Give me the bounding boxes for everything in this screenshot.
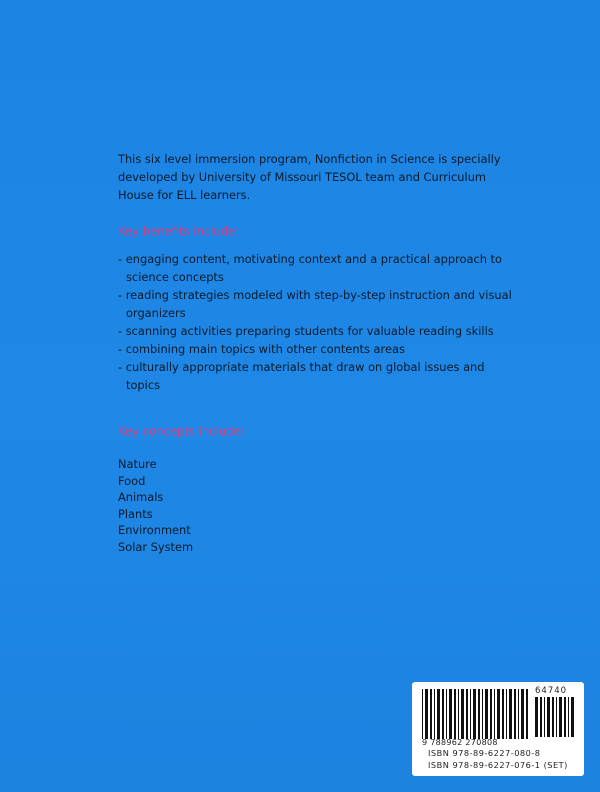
concept-item: Environment: [118, 523, 191, 537]
benefit-item: - scanning activities preparing students for valuable reading skills: [118, 324, 494, 338]
benefit-item: - combining main topics with other contents areas: [118, 342, 405, 356]
price-barcode-icon: [535, 697, 577, 737]
benefit-item: - engaging content, motivating context and a practical approach to science concepts: [118, 252, 502, 284]
concept-item: Nature: [118, 457, 157, 471]
price-code: 64740: [535, 686, 568, 696]
benefit-item: - culturally appropriate materials that draw on global issues and topics: [118, 360, 485, 392]
concepts-list: [118, 456, 193, 555]
isbn-barcode-icon: [422, 689, 532, 739]
concepts-heading: Key concepts include:: [118, 424, 245, 438]
benefit-item: - reading strategies modeled with step-by-step instruction and visual organizers: [118, 288, 512, 320]
cover-text-block: [118, 150, 518, 554]
concept-item: Animals: [118, 490, 164, 504]
concept-item: Solar System: [118, 539, 194, 554]
isbn-set: ISBN 978-89-6227-076-1 (SET): [428, 760, 568, 770]
benefits-list: [118, 250, 518, 394]
concept-item: Food: [118, 473, 146, 488]
barcode-digits: 9 788962 270808: [422, 738, 498, 747]
intro-paragraph: This six level immersion program, Nonfiction in Science is specially developed by University of Missouri TESOL team and Curriculum House for ELL learners.: [118, 152, 501, 202]
benefits-heading: Key benefits include:: [118, 224, 240, 238]
isbn-book: ISBN 978-89-6227-080-8: [428, 748, 541, 758]
barcode-panel: [412, 682, 584, 776]
concept-item: Plants: [118, 506, 153, 521]
